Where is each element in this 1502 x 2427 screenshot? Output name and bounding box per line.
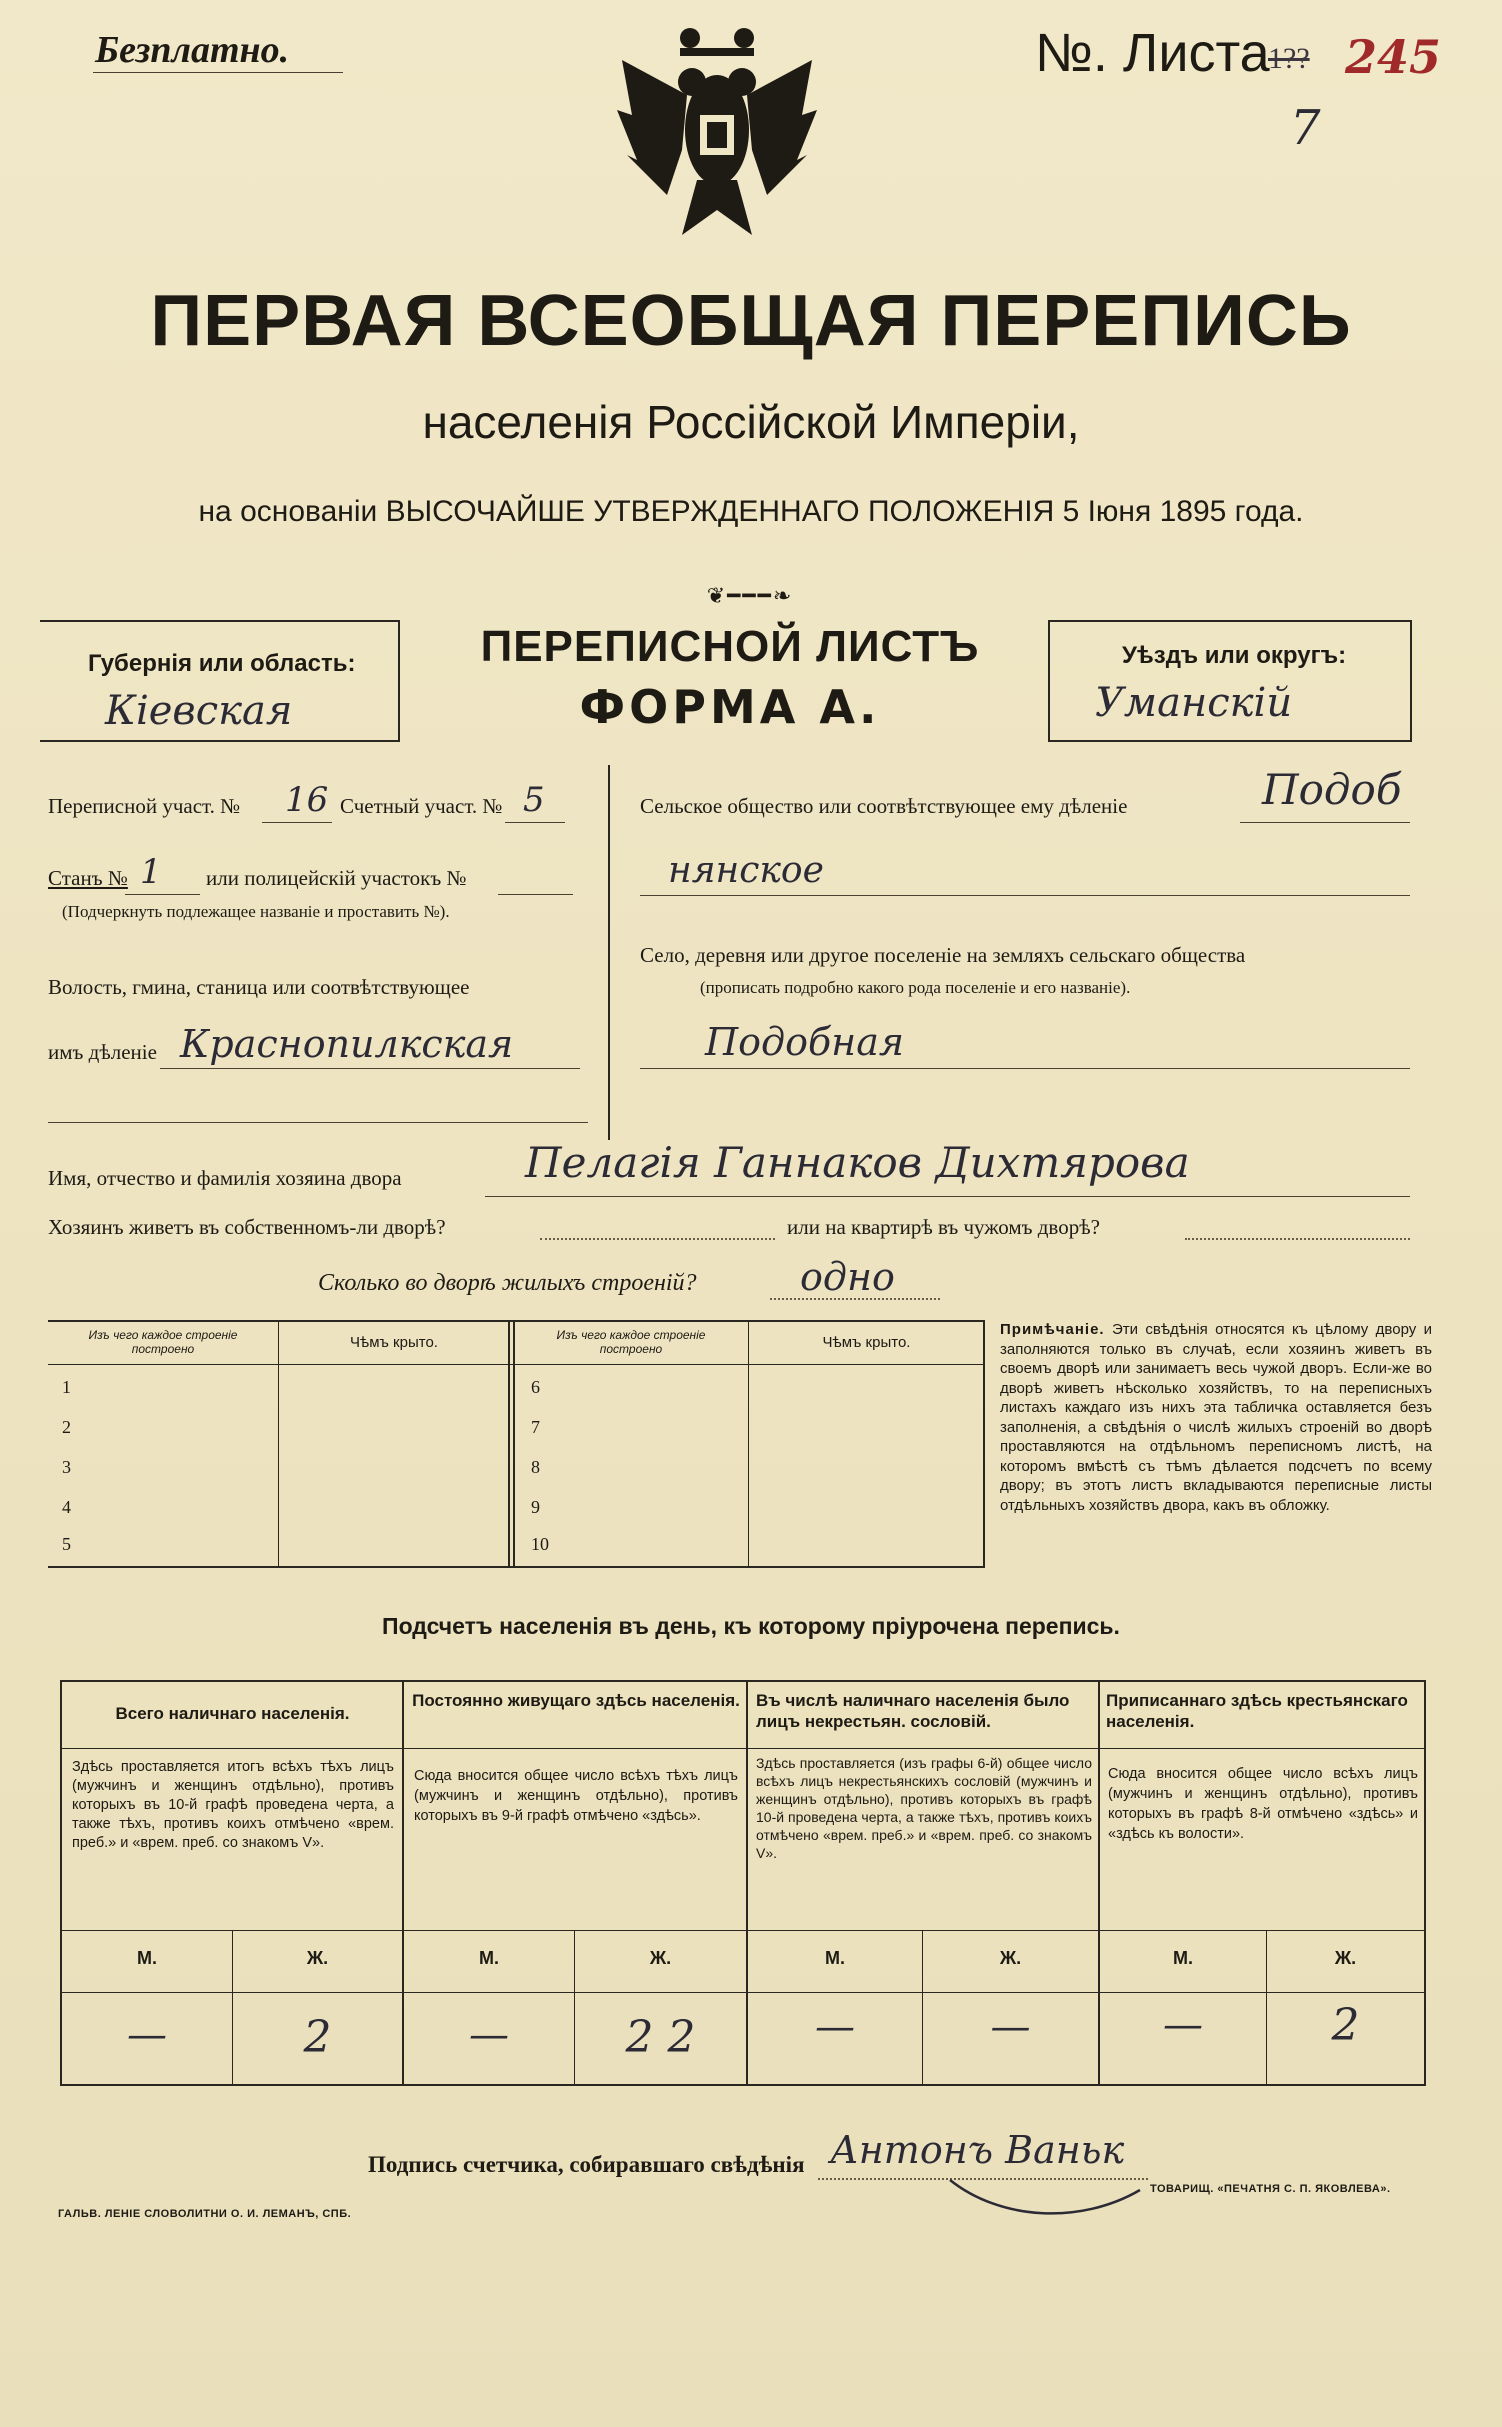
free-label: Безплатно.	[95, 29, 290, 71]
printer-right: ТОВАРИЩ. «ПЕЧАТНЯ С. П. ЯКОВЛЕВА».	[1150, 2183, 1391, 2195]
volost-value: Краснопилкская	[180, 1022, 514, 1066]
printer-left: ГАЛЬВ. ЛЕНІЕ СЛОВОЛИТНИ О. И. ЛЕМАНЪ, СПБ.	[58, 2208, 352, 2220]
pop-desc-3: Здѣсь проставляется (изъ графы 6-й) общее число всѣхъ лицъ некрестьянскихъ сословій (мужчинъ и женщинъ отдѣльно), противъ которыхъ въ графѣ 10-й проведена черта, а также тѣхъ, противъ коихъ отмѣчено «врем. преб.» и «врем. преб. со знакомъ V».	[756, 1755, 1092, 1861]
pop-desc-1: Здѣсь проставляется итогъ всѣхъ тѣхъ лицъ (мужчинъ и женщинъ отдѣльно), противъ которыхъ въ 10-й графѣ проведена черта, а также тѣхъ, противъ коихъ отмѣчено «врем. преб.» и «врем. преб. со знакомъ V».	[72, 1759, 394, 1851]
buildings-col-roof-left: Чѣмъ крыто.	[350, 1334, 438, 1351]
basis-line: на основаніи ВЫСОЧАЙШЕ УТВЕРЖДЕННАГО ПОЛОЖЕНІЯ 5 Іюня 1895 года.	[198, 495, 1304, 528]
district-box	[1048, 620, 1412, 742]
row-num-2: 2	[62, 1417, 71, 1437]
row-num-6: 6	[531, 1377, 540, 1397]
other-yard-label: или на квартирѣ въ чужомъ дворѣ?	[787, 1215, 1100, 1239]
note-block	[1000, 1320, 1432, 1515]
main-title: ПЕРВАЯ ВСЕОБЩАЯ ПЕРЕПИСЬ	[150, 281, 1352, 361]
row-num-7: 7	[531, 1417, 540, 1437]
census-unit-label: Переписной участ. №	[48, 794, 241, 818]
underline-note: (Подчеркнуть подлежащее названіе и проставить №).	[62, 902, 450, 921]
owner-name-value: Пелагія Ганнаков Дихтярова	[525, 1138, 1190, 1187]
census-unit-value: 16	[285, 780, 329, 820]
pop-f-value-1: 2	[303, 2012, 332, 2063]
pop-f-value-3: —	[990, 2004, 1031, 2050]
row-num-3: 3	[62, 1457, 71, 1477]
note-lead: Примѣчаніе.	[1000, 1321, 1105, 1338]
sheet-number-crossed: 1??	[1268, 42, 1310, 75]
pop-m-value-3: —	[815, 2004, 855, 2050]
ornament-divider: ❦━━━❧	[706, 583, 794, 608]
pop-m-label-3: М.	[825, 1948, 845, 1968]
own-yard-label: Хозяинъ живетъ въ собственномъ-ли дворѣ?	[48, 1215, 446, 1239]
pop-m-value-2: —	[469, 2012, 509, 2058]
pop-f-label-4: Ж.	[1334, 1948, 1357, 1968]
pop-m-label-4: М.	[1173, 1948, 1193, 1968]
form-subtitle: ФОРМА А.	[579, 680, 881, 734]
row-num-5: 5	[62, 1534, 71, 1554]
pop-head-2: Постоянно живущаго здѣсь населенія.	[412, 1691, 740, 1710]
buildings-value: одно	[800, 1255, 895, 1299]
population-table	[60, 1680, 1426, 2086]
village-value: Подобная	[705, 1020, 905, 1064]
pop-f-label-2: Ж.	[649, 1948, 672, 1968]
pop-head-3: Въ числѣ наличнаго населенія было лицъ некрестьян. сословій.	[756, 1691, 1070, 1731]
stan-value: 1	[140, 852, 162, 892]
count-unit-value: 5	[523, 780, 545, 820]
buildings-label: Сколько во дворѣ жилыхъ строеній?	[318, 1270, 697, 1296]
pop-m-label-1: М.	[137, 1948, 157, 1968]
province-label: Губернія или область:	[88, 650, 356, 677]
row-num-4: 4	[62, 1497, 71, 1517]
row-num-9: 9	[531, 1497, 540, 1517]
row-num-10: 10	[531, 1534, 549, 1554]
pop-head-1: Всего наличнаго населенія.	[115, 1704, 350, 1723]
pop-desc-2: Сюда вносится общее число всѣхъ тѣхъ лицъ (мужчинъ и женщинъ отдѣльно), противъ которыхъ въ 9-й графѣ отмѣчено «здѣсь».	[414, 1768, 738, 1824]
note-text: Эти свѣдѣнія относятся къ цѣлому двору и заполняются только въ случаѣ, если хозяинъ живетъ въ своемъ дворѣ или занимаетъ весь чужой дворъ. Если-же во дворѣ живетъ нѣсколько хозяйствъ, то на переписныхъ листахъ каждаго изъ нихъ эта табличка оставляется безъ заполненія, а свѣдѣнія о числѣ жилыхъ строеній во дворѣ проставляются на отдѣльномъ переписномъ листѣ, на которомъ вмѣстѣ съ тѣмъ дѣлается подсчетъ по всему двору; въ этотъ листъ вкладываются переписные листы отдѣльныхъ хозяйствъ двора, какъ въ обложку.	[1000, 1321, 1433, 1514]
village-label: Село, деревня или другое поселеніе на земляхъ сельскаго общества	[640, 943, 1246, 967]
signature-label: Подпись счетчика, собиравшаго свѣдѣнія	[368, 2152, 805, 2177]
society-value-1: Подоб	[1262, 765, 1402, 814]
district-label: Уѣздъ или округъ:	[1122, 642, 1347, 669]
pop-m-value-1: —	[127, 2012, 167, 2058]
owner-name-label: Имя, отчество и фамилія хозяина двора	[48, 1166, 402, 1190]
village-note: (прописать подробно какого рода поселеніе и его названіе).	[700, 978, 1131, 997]
sheet-number-label: №. Листа	[1035, 23, 1270, 83]
volost-label: Волость, гмина, станица или соотвѣтствующее	[48, 975, 470, 999]
row-num-8: 8	[531, 1457, 540, 1477]
stan-label: Станъ №	[48, 866, 128, 890]
column-divider	[608, 765, 610, 1140]
province-box	[40, 620, 400, 742]
district-value: Уманскій	[1095, 680, 1293, 726]
count-unit-label: Счетный участ. №	[340, 794, 503, 818]
pop-f-label-1: Ж.	[306, 1948, 329, 1968]
sheet-number-value: 245	[1345, 30, 1442, 84]
pop-f-value-2: 2 2	[625, 2012, 696, 2063]
pop-f-label-3: Ж.	[999, 1948, 1022, 1968]
society-label: Сельское общество или соотвѣтствующее ему дѣленіе	[640, 794, 1128, 818]
buildings-col-material-left: Изъ чего каждое строеніе построено	[88, 1328, 238, 1356]
sheet-number-sub: 7	[1290, 100, 1321, 156]
row-num-1: 1	[62, 1377, 71, 1397]
volost-label-2: имъ дѣленіе	[48, 1040, 157, 1064]
pop-desc-4: Сюда вносится общее число всѣхъ лицъ (мужчинъ и женщинъ отдѣльно), противъ которыхъ въ графѣ 8-й отмѣчено «здѣсь» и «здѣсь къ волости».	[1108, 1766, 1418, 1842]
signature-flourish	[940, 2170, 1160, 2230]
police-label: или полицейскій участокъ №	[206, 866, 467, 890]
signature-value: Антонъ Ваньк	[830, 2128, 1125, 2172]
pop-m-value-4: —	[1163, 2002, 1203, 2048]
buildings-table	[48, 1320, 985, 1568]
society-value-2: нянское	[668, 850, 824, 891]
pop-f-value-4: 2	[1331, 2000, 1360, 2051]
imperial-eagle-emblem	[612, 20, 822, 250]
buildings-col-roof-right: Чѣмъ крыто.	[822, 1334, 911, 1351]
form-title: ПЕРЕПИСНОЙ ЛИСТЪ	[480, 622, 980, 671]
subtitle: населенія Россійской Имперіи,	[422, 396, 1080, 448]
pop-head-4: Приписаннаго здѣсь крестьянскаго населенія.	[1106, 1691, 1408, 1731]
buildings-col-material-right: Изъ чего каждое строеніе построено	[556, 1328, 706, 1356]
province-value: Кіевская	[105, 688, 293, 734]
population-title: Подсчетъ населенія въ день, къ которому пріурочена перепись.	[382, 1613, 1120, 1639]
pop-m-label-2: М.	[479, 1948, 499, 1968]
